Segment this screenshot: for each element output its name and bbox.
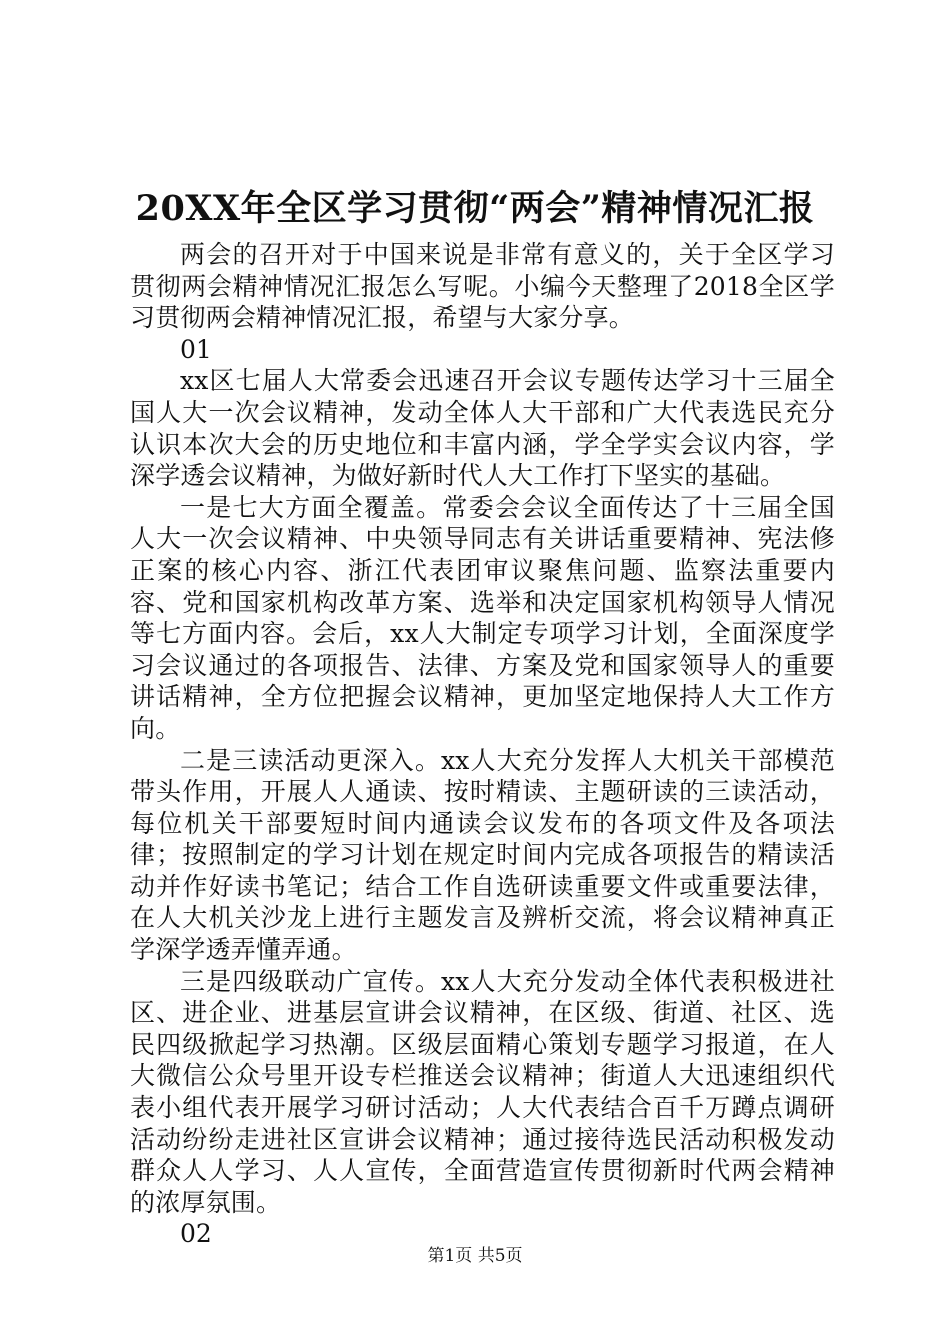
document-body [130,239,835,1250]
body-paragraph: 二是三读活动更深入。xx人大充分发挥人大机关干部模范带头作用，开展人人通读、按时精读、主题研读的三读活动，每位机关干部要短时间内通读会议发布的各项文件及各项法律；按照制定的学习计划在规定时间内完成各项报告的精读活动并作好读书笔记；结合工作自选研读重要文件或重要法律，在人大机关沙龙上进行主题发言及辨析交流，将会议精神真正学深学透弄懂弄通。 [130,745,835,965]
body-paragraph: 三是四级联动广宣传。xx人大充分发动全体代表积极进社区、进企业、进基层宣讲会议精神，在区级、街道、社区、选民四级掀起学习热潮。区级层面精心策划专题学习报道，在人大微信公众号里开设专栏推送会议精神；街道人大迅速组织代表小组代表开展学习研讨活动；人大代表结合百千万蹲点调研活动纷纷走进社区宣讲会议精神；通过接待选民活动积极发动群众人人学习、人人宣传，全面营造宣传贯彻新时代两会精神的浓厚氛围。 [130,966,835,1217]
page-footer: 第1页 共5页 [427,1246,523,1266]
section-number: 02 [180,1219,212,1249]
document-title: 20XX年全区学习贯彻“两会”精神情况汇报 [135,188,815,229]
section-number: 01 [180,334,212,364]
body-paragraph: xx区七届人大常委会迅速召开会议专题传达学习十三届全国人大一次会议精神，发动全体人大干部和广大代表选民充分认识本次大会的历史地位和丰富内涵，学全学实会议内容，学深学透会议精神，为做好新时代人大工作打下坚实的基础。 [130,366,835,491]
intro-paragraph: 两会的召开对于中国来说是非常有意义的，关于全区学习贯彻两会精神情况汇报怎么写呢。小编今天整理了2018全区学习贯彻两会精神情况汇报，希望与大家分享。 [130,240,835,333]
body-paragraph: 一是七大方面全覆盖。常委会会议全面传达了十三届全国人大一次会议精神、中央领导同志有关讲话重要精神、宪法修正案的核心内容、浙江代表团审议聚焦问题、监察法重要内容、党和国家机构改革方案、选举和决定国家机构领导人情况等七方面内容。会后，xx人大制定专项学习计划，全面深度学习会议通过的各项报告、法律、方案及党和国家领导人的重要讲话精神，全方位把握会议精神，更加坚定地保持人大工作方向。 [130,492,835,743]
